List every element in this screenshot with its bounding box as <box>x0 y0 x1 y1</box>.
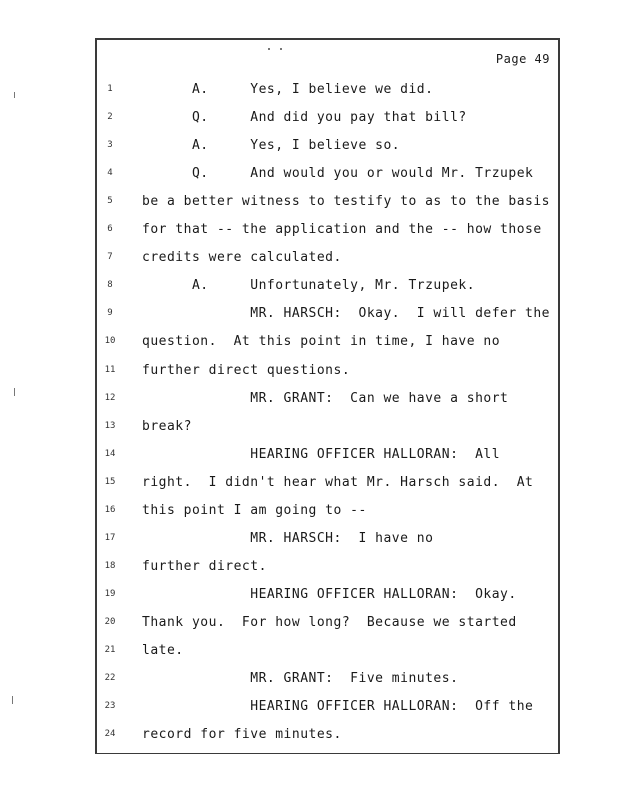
transcript-line: credits were calculated. <box>142 250 342 265</box>
line-number: 18 <box>104 561 116 571</box>
line-number: 20 <box>104 617 116 627</box>
line-number: 12 <box>104 393 116 403</box>
scan-speck <box>14 92 15 98</box>
transcript-line: right. I didn't hear what Mr. Harsch said. At <box>142 475 534 490</box>
transcript-line: A. Yes, I believe we did. <box>142 82 434 97</box>
line-number: 4 <box>107 168 113 178</box>
line-number: 1 <box>107 84 113 94</box>
line-number: 7 <box>107 252 113 262</box>
transcript-line: MR. HARSCH: Okay. I will defer the <box>142 306 551 321</box>
line-number: 19 <box>104 589 116 599</box>
line-number: 22 <box>104 673 116 683</box>
line-number: 6 <box>107 224 113 234</box>
line-number: 16 <box>104 505 116 515</box>
page-number: Page 49 <box>495 52 550 66</box>
transcript-line: HEARING OFFICER HALLORAN: Off the <box>142 699 534 714</box>
transcript-line: HEARING OFFICER HALLORAN: All <box>142 447 501 462</box>
line-number: 8 <box>107 280 113 290</box>
scan-speck <box>12 696 13 704</box>
transcript-line: late. <box>142 643 184 658</box>
line-number: 23 <box>104 701 116 711</box>
line-number: 17 <box>104 533 116 543</box>
transcript-line: for that -- the application and the -- how those <box>142 222 542 237</box>
line-number: 9 <box>107 308 113 318</box>
scan-speck <box>14 388 15 396</box>
line-number: 21 <box>104 645 116 655</box>
line-number: 2 <box>107 112 113 122</box>
transcript-line: Thank you. For how long? Because we started <box>142 615 517 630</box>
transcript-line: MR. GRANT: Five minutes. <box>142 671 459 686</box>
line-number: 11 <box>104 365 116 375</box>
transcript-line: further direct. <box>142 559 267 574</box>
line-number: 5 <box>107 196 113 206</box>
line-number: 15 <box>104 477 116 487</box>
line-number: 3 <box>107 140 113 150</box>
transcript-line: MR. GRANT: Can we have a short <box>142 391 509 406</box>
transcript-line: A. Yes, I believe so. <box>142 138 401 153</box>
transcript-line: further direct questions. <box>142 363 351 378</box>
scan-speck <box>280 48 282 50</box>
scan-speck <box>268 48 270 50</box>
transcript-line: MR. HARSCH: I have no <box>142 531 434 546</box>
transcript-line: A. Unfortunately, Mr. Trzupek. <box>142 278 476 293</box>
transcript-line: question. At this point in time, I have no <box>142 334 501 349</box>
transcript-line: be a better witness to testify to as to the basis <box>142 194 551 209</box>
transcript-line: HEARING OFFICER HALLORAN: Okay. <box>142 587 517 602</box>
transcript-line: this point I am going to -- <box>142 503 367 518</box>
transcript-line: Q. And would you or would Mr. Trzupek <box>142 166 534 181</box>
line-number: 14 <box>104 449 116 459</box>
line-number: 10 <box>104 336 116 346</box>
transcript-line: Q. And did you pay that bill? <box>142 110 467 125</box>
transcript-line: record for five minutes. <box>142 727 342 742</box>
line-number: 24 <box>104 729 116 739</box>
line-number: 13 <box>104 421 116 431</box>
transcript-line: break? <box>142 419 192 434</box>
